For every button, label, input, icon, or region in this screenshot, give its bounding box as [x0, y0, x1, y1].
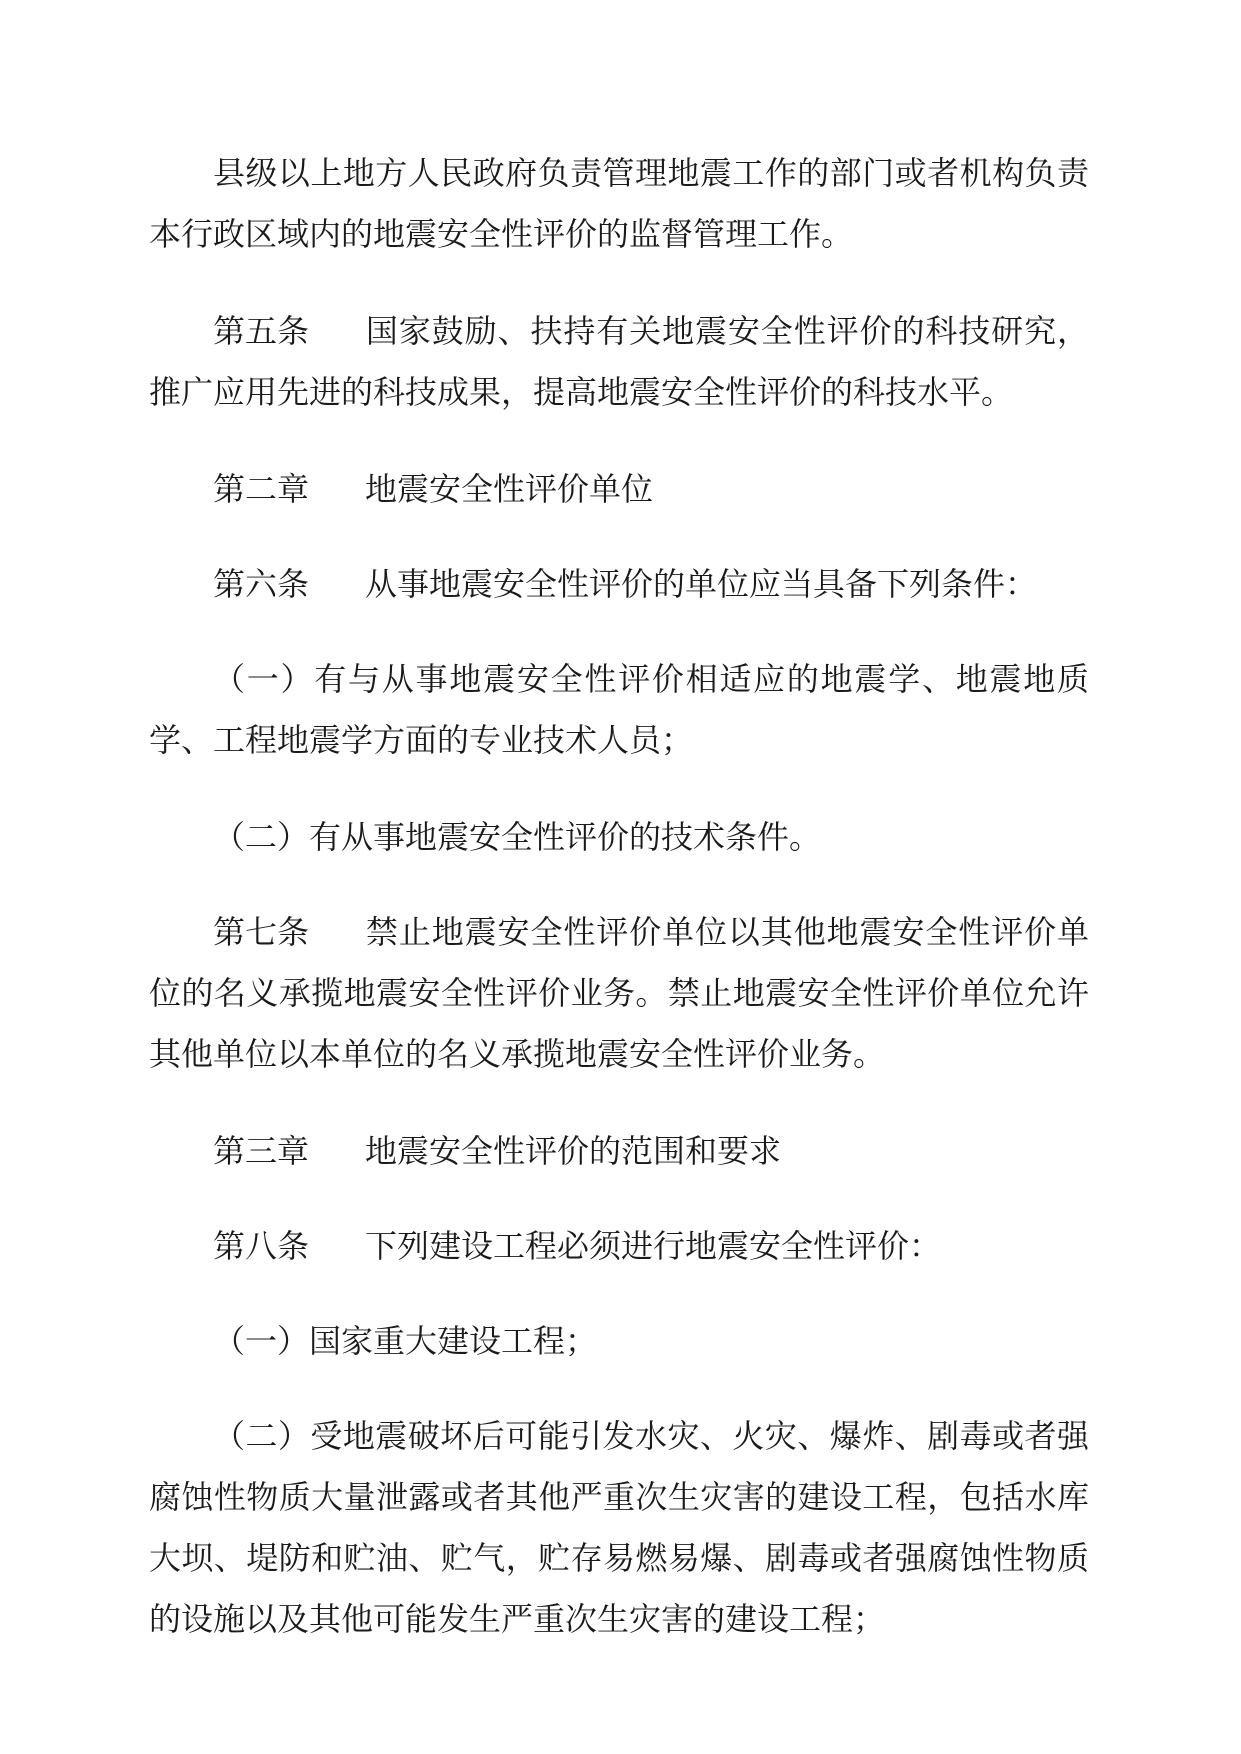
article-label: 第六条: [213, 565, 310, 603]
chapter-title: 地震安全性评价的范围和要求: [365, 1132, 782, 1170]
article-text: 禁止地震安全性评价单位以其他地震安全性评价单位的名义承揽地震安全性评价业务。禁止地震安全性评价单位允许其他单位以本单位的名义承揽地震安全性评价业务。: [149, 913, 1089, 1073]
chapter-label: 第三章: [213, 1132, 310, 1170]
list-item-text: （二）有从事地震安全性评价的技术条件。: [213, 818, 822, 856]
chapter-2-heading: [149, 459, 1089, 520]
article-5: [149, 301, 1089, 423]
paragraph-text: 县级以上地方人民政府负责管理地震工作的部门或者机构负责本行政区域内的地震安全性评价的监督管理工作。: [149, 154, 1089, 253]
list-item-text: （二）受地震破坏后可能引发水灾、火灾、爆炸、剧毒或者强腐蚀性物质大量泄露或者其他严重次生灾害的建设工程，包括水库大坝、堤防和贮油、贮气，贮存易燃易爆、剧毒或者强腐蚀性物质的设施以及其他可能发生严重次生灾害的建设工程；: [149, 1417, 1089, 1638]
list-item-text: （一）有与从事地震安全性评价相适应的地震学、地震地质学、工程地震学方面的专业技术人员；: [149, 660, 1089, 759]
article-text: 从事地震安全性评价的单位应当具备下列条件：: [365, 565, 1038, 603]
article-6: [149, 554, 1089, 615]
article-label: 第八条: [213, 1227, 310, 1265]
list-item: [149, 1406, 1089, 1650]
list-item: [149, 649, 1089, 771]
article-text: 下列建设工程必须进行地震安全性评价：: [365, 1227, 942, 1265]
article-text: 国家鼓励、扶持有关地震安全性评价的科技研究，推广应用先进的科技成果，提高地震安全性评价的科技水平。: [149, 312, 1089, 411]
list-item: [149, 1311, 1089, 1372]
article-8: [149, 1216, 1089, 1277]
list-item-text: （一）国家重大建设工程；: [213, 1322, 598, 1360]
chapter-label: 第二章: [213, 470, 310, 508]
article-label: 第五条: [213, 312, 310, 350]
list-item: [149, 807, 1089, 868]
article-label: 第七条: [213, 913, 310, 951]
chapter-title: 地震安全性评价单位: [365, 470, 654, 508]
paragraph-supervision: [149, 143, 1089, 265]
article-7: [149, 902, 1089, 1085]
chapter-3-heading: [149, 1121, 1089, 1182]
